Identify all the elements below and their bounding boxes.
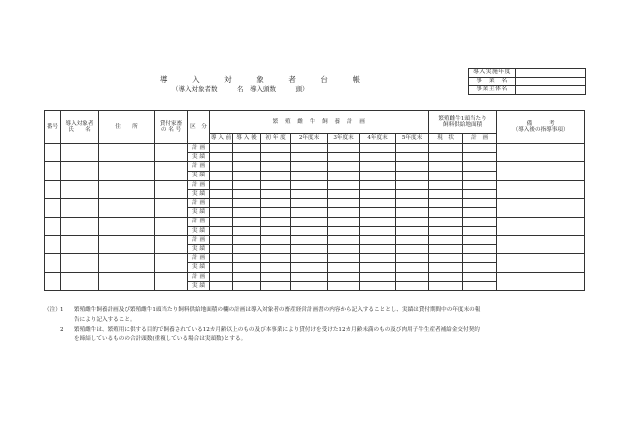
header-lender: 貸付家畜 の 名 号 <box>155 111 188 144</box>
data-cell <box>233 235 261 244</box>
data-cell <box>429 281 463 290</box>
data-cell <box>210 189 233 198</box>
data-cell <box>291 245 328 254</box>
meta-label-year: 導入実施年度 <box>469 69 516 78</box>
data-cell <box>429 245 463 254</box>
kubun-label: 実 績 <box>188 208 210 217</box>
note-number: 1 <box>60 307 64 313</box>
title-char: 導 <box>160 75 168 84</box>
cell-name <box>61 254 99 272</box>
kubun-label: 計 画 <box>188 254 210 263</box>
data-cell <box>328 171 360 180</box>
data-cell <box>233 254 261 263</box>
title-char: 台 <box>320 75 328 84</box>
data-cell <box>233 162 261 171</box>
table-row <box>45 272 585 281</box>
table-row <box>45 217 585 226</box>
data-cell <box>463 272 497 281</box>
title-char: 者 <box>288 75 296 84</box>
data-cell <box>233 208 261 217</box>
data-cell <box>210 245 233 254</box>
meta-row <box>469 77 586 86</box>
kubun-label: 実 績 <box>188 281 210 290</box>
note-text: 繁殖雌牛は、繁殖用に供する目的で飼養されている12カ月齢以上のもの及び本事業により貸付けを受けた12カ月齢未満のもの及び肉用子牛生産者補給金交付契約 <box>74 326 480 333</box>
kubun-label: 実 績 <box>188 171 210 180</box>
cell-name <box>61 235 99 253</box>
cell-no <box>45 217 61 235</box>
data-cell <box>429 254 463 263</box>
data-cell <box>261 272 291 281</box>
data-cell <box>463 162 497 171</box>
cell-no <box>45 199 61 217</box>
data-cell <box>233 245 261 254</box>
data-cell <box>463 171 497 180</box>
data-cell <box>463 281 497 290</box>
data-cell <box>261 153 291 162</box>
data-cell <box>360 254 396 263</box>
cell-lender <box>155 235 188 253</box>
data-cell <box>360 144 396 153</box>
data-cell <box>261 199 291 208</box>
cell-no <box>45 162 61 180</box>
table-row <box>45 180 585 189</box>
cell-name <box>61 217 99 235</box>
data-cell <box>328 217 360 226</box>
cell-name <box>61 180 99 198</box>
data-cell <box>396 263 429 272</box>
kubun-label: 計 画 <box>188 144 210 153</box>
data-cell <box>328 153 360 162</box>
data-cell <box>233 153 261 162</box>
ledger-body <box>45 144 585 291</box>
data-cell <box>328 263 360 272</box>
header-remarks: 備 考 （導入後の指導事項） <box>497 111 585 144</box>
data-cell <box>261 189 291 198</box>
data-cell <box>360 208 396 217</box>
data-cell <box>261 254 291 263</box>
cell-remarks <box>497 272 585 290</box>
kubun-label: 実 績 <box>188 245 210 254</box>
data-cell <box>261 208 291 217</box>
table-row <box>45 144 585 153</box>
data-cell <box>328 235 360 244</box>
cell-lender <box>155 180 188 198</box>
data-cell <box>210 217 233 226</box>
data-cell <box>210 208 233 217</box>
note-1-continued <box>44 316 590 326</box>
data-cell <box>261 144 291 153</box>
data-cell <box>210 272 233 281</box>
data-cell <box>261 217 291 226</box>
data-cell <box>210 254 233 263</box>
kubun-label: 計 画 <box>188 162 210 171</box>
data-cell <box>328 199 360 208</box>
data-cell <box>261 162 291 171</box>
data-cell <box>233 226 261 235</box>
data-cell <box>233 272 261 281</box>
cell-no <box>45 144 61 162</box>
data-cell <box>210 226 233 235</box>
data-cell <box>261 235 291 244</box>
data-cell <box>328 208 360 217</box>
cell-lender <box>155 272 188 290</box>
data-cell <box>396 144 429 153</box>
note-2-continued <box>44 335 590 345</box>
data-cell <box>261 263 291 272</box>
cell-remarks <box>497 144 585 162</box>
data-cell <box>429 189 463 198</box>
meta-label-operator: 事業主体名 <box>469 86 516 95</box>
data-cell <box>291 208 328 217</box>
meta-label-project: 事 業 名 <box>469 77 516 86</box>
meta-value-project <box>516 77 586 86</box>
table-row <box>45 235 585 244</box>
cell-lender <box>155 162 188 180</box>
cell-address <box>99 217 155 235</box>
data-cell <box>396 272 429 281</box>
data-cell <box>429 162 463 171</box>
data-cell <box>261 245 291 254</box>
title-char: 対 <box>224 75 232 84</box>
cell-address <box>99 235 155 253</box>
meta-value-operator <box>516 86 586 95</box>
data-cell <box>291 263 328 272</box>
data-cell <box>396 208 429 217</box>
kubun-label: 計 画 <box>188 272 210 281</box>
data-cell <box>463 153 497 162</box>
data-cell <box>463 226 497 235</box>
data-cell <box>360 162 396 171</box>
header-year2: 2年度末 <box>291 134 328 144</box>
meta-row <box>469 69 586 78</box>
kubun-label: 実 績 <box>188 189 210 198</box>
data-cell <box>233 171 261 180</box>
kubun-label: 計 画 <box>188 199 210 208</box>
data-cell <box>233 180 261 189</box>
cell-remarks <box>497 235 585 253</box>
cell-address <box>99 272 155 290</box>
data-cell <box>360 180 396 189</box>
data-cell <box>328 254 360 263</box>
data-cell <box>233 199 261 208</box>
data-cell <box>291 199 328 208</box>
data-cell <box>396 153 429 162</box>
data-cell <box>396 189 429 198</box>
header-breeding-plan: 繁 殖 雌 牛 飼 養 計 画 <box>210 111 429 134</box>
data-cell <box>328 189 360 198</box>
data-cell <box>210 144 233 153</box>
data-cell <box>396 180 429 189</box>
data-cell <box>463 254 497 263</box>
data-cell <box>360 281 396 290</box>
data-cell <box>210 153 233 162</box>
meta-value-year <box>516 69 586 78</box>
data-cell <box>396 235 429 244</box>
cell-lender <box>155 217 188 235</box>
data-cell <box>463 144 497 153</box>
data-cell <box>233 217 261 226</box>
data-cell <box>210 162 233 171</box>
cell-lender <box>155 199 188 217</box>
data-cell <box>429 235 463 244</box>
data-cell <box>396 245 429 254</box>
data-cell <box>360 199 396 208</box>
data-cell <box>210 199 233 208</box>
data-cell <box>463 199 497 208</box>
data-cell <box>291 162 328 171</box>
data-cell <box>360 226 396 235</box>
cell-no <box>45 235 61 253</box>
data-cell <box>429 144 463 153</box>
data-cell <box>210 235 233 244</box>
note-2 <box>44 326 590 336</box>
data-cell <box>360 245 396 254</box>
note-text: 告により記入すること。 <box>74 316 136 323</box>
cell-no <box>45 272 61 290</box>
cell-remarks <box>497 180 585 198</box>
cell-no <box>45 180 61 198</box>
document-subtitle: （導入対象者数 名 導入頭数 頭） <box>172 85 309 93</box>
data-cell <box>328 272 360 281</box>
data-cell <box>291 189 328 198</box>
header-no: 番号 <box>45 111 61 144</box>
kubun-label: 実 績 <box>188 153 210 162</box>
data-cell <box>291 171 328 180</box>
data-cell <box>291 180 328 189</box>
data-cell <box>291 272 328 281</box>
meta-row <box>469 86 586 95</box>
title-char: 入 <box>192 75 200 84</box>
data-cell <box>463 217 497 226</box>
ledger-table <box>44 110 585 291</box>
data-cell <box>328 162 360 171</box>
header-name: 導入対象者 氏 名 <box>61 111 99 144</box>
header-address: 住 所 <box>99 111 155 144</box>
meta-box <box>468 68 586 95</box>
data-cell <box>291 281 328 290</box>
data-cell <box>210 180 233 189</box>
data-cell <box>396 162 429 171</box>
table-row <box>45 162 585 171</box>
data-cell <box>233 281 261 290</box>
header-after: 導 入 後 <box>233 134 261 144</box>
cell-name <box>61 144 99 162</box>
table-row <box>45 199 585 208</box>
data-cell <box>463 189 497 198</box>
data-cell <box>429 263 463 272</box>
cell-remarks <box>497 254 585 272</box>
data-cell <box>429 153 463 162</box>
data-cell <box>396 281 429 290</box>
data-cell <box>291 144 328 153</box>
data-cell <box>328 281 360 290</box>
data-cell <box>261 226 291 235</box>
cell-address <box>99 254 155 272</box>
data-cell <box>360 153 396 162</box>
data-cell <box>233 263 261 272</box>
notes <box>44 306 590 345</box>
data-cell <box>360 171 396 180</box>
data-cell <box>429 171 463 180</box>
cell-name <box>61 162 99 180</box>
data-cell <box>210 281 233 290</box>
data-cell <box>328 180 360 189</box>
header-kubun: 区 分 <box>188 111 210 144</box>
data-cell <box>396 199 429 208</box>
data-cell <box>233 144 261 153</box>
data-cell <box>429 217 463 226</box>
header-year5: 5年度末 <box>396 134 429 144</box>
title-char: 象 <box>256 75 264 84</box>
data-cell <box>429 208 463 217</box>
cell-remarks <box>497 217 585 235</box>
cell-address <box>99 180 155 198</box>
note-text: を締結しているものの合計頭数(重複している場合は実頭数)とする。 <box>74 336 247 343</box>
data-cell <box>328 226 360 235</box>
data-cell <box>261 171 291 180</box>
cell-remarks <box>497 162 585 180</box>
cell-lender <box>155 144 188 162</box>
header-year3: 3年度末 <box>328 134 360 144</box>
data-cell <box>396 226 429 235</box>
data-cell <box>429 199 463 208</box>
kubun-label: 計 画 <box>188 235 210 244</box>
data-cell <box>328 245 360 254</box>
notes-tag: （注） <box>44 307 61 313</box>
data-cell <box>328 144 360 153</box>
cell-no <box>45 254 61 272</box>
kubun-label: 実 績 <box>188 226 210 235</box>
header-row-top <box>45 111 585 134</box>
note-number: 2 <box>60 326 64 333</box>
data-cell <box>429 180 463 189</box>
data-cell <box>463 263 497 272</box>
data-cell <box>291 153 328 162</box>
table-row <box>45 254 585 263</box>
cell-lender <box>155 254 188 272</box>
data-cell <box>463 235 497 244</box>
cell-name <box>61 272 99 290</box>
data-cell <box>396 254 429 263</box>
data-cell <box>291 254 328 263</box>
cell-remarks <box>497 199 585 217</box>
header-first-year: 初 年 度 <box>261 134 291 144</box>
cell-address <box>99 144 155 162</box>
cell-address <box>99 199 155 217</box>
header-before: 導 入 前 <box>210 134 233 144</box>
data-cell <box>291 217 328 226</box>
data-cell <box>360 235 396 244</box>
data-cell <box>360 189 396 198</box>
data-cell <box>210 171 233 180</box>
data-cell <box>210 263 233 272</box>
note-1 <box>44 306 590 316</box>
data-cell <box>261 281 291 290</box>
kubun-label: 計 画 <box>188 217 210 226</box>
data-cell <box>463 208 497 217</box>
data-cell <box>261 180 291 189</box>
data-cell <box>291 235 328 244</box>
data-cell <box>233 189 261 198</box>
data-cell <box>360 217 396 226</box>
data-cell <box>360 272 396 281</box>
kubun-label: 計 画 <box>188 180 210 189</box>
header-year4: 4年度末 <box>360 134 396 144</box>
data-cell <box>360 263 396 272</box>
header-plan: 計 画 <box>463 134 497 144</box>
data-cell <box>396 171 429 180</box>
kubun-label: 実 績 <box>188 263 210 272</box>
data-cell <box>429 226 463 235</box>
header-current: 現 状 <box>429 134 463 144</box>
cell-name <box>61 199 99 217</box>
note-text: 繁殖雌牛飼養計画及び繁殖雌牛1頭当たり飼料供給地面積の欄の計画は導入対象者の畜産経営計画書の内容から記入することとし、実績は貸付期間中の年度末の報 <box>74 307 481 313</box>
data-cell <box>396 217 429 226</box>
data-cell <box>291 226 328 235</box>
header-feed-area: 繁殖雌牛1頭当たり 飼料供給地面積 <box>429 111 497 134</box>
data-cell <box>429 272 463 281</box>
title-char: 帳 <box>352 75 360 84</box>
data-cell <box>463 180 497 189</box>
data-cell <box>463 245 497 254</box>
cell-address <box>99 162 155 180</box>
